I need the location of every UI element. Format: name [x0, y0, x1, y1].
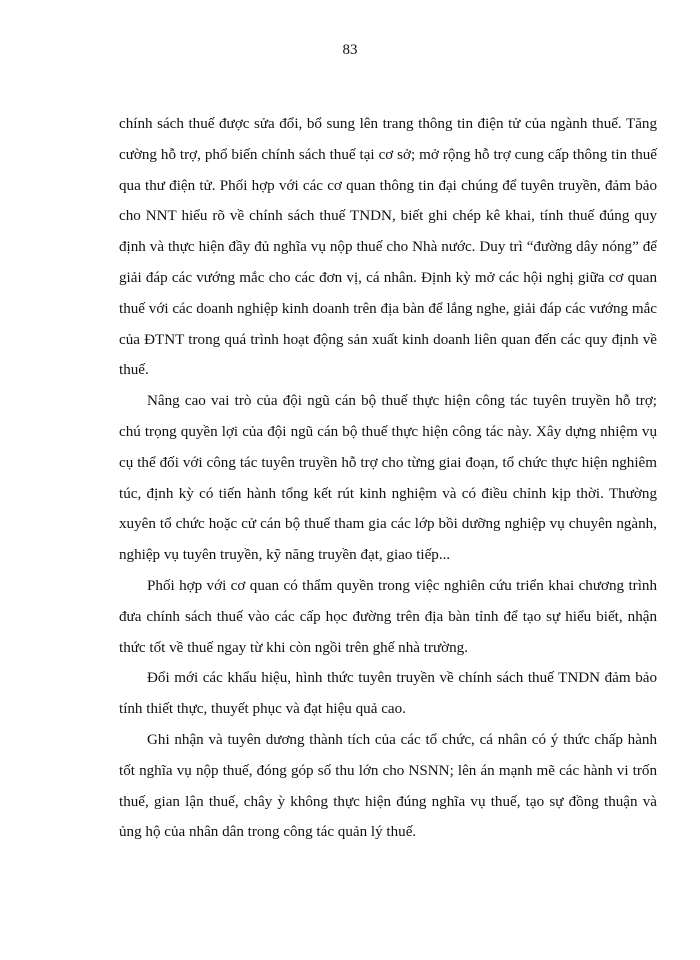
body-text: [119, 109, 657, 848]
page-number: 83: [342, 42, 358, 58]
paragraph-1: chính sách thuế được sửa đổi, bổ sung lên trang thông tin điện tử của ngành thuế. Tăng cường hỗ trợ, phổ biến chính sách thuế tại cơ sở; mở rộng hỗ trợ cung cấp thông tin thuế qua thư điện tử. Phối hợp với các cơ quan thông tin đại chúng để tuyên truyền, đảm bảo cho NNT hiểu rõ về chính sách thuế TNDN, biết ghi chép kê khai, tính thuế đúng quy định và thực hiện đầy đủ nghĩa vụ nộp thuế cho Nhà nước. Duy trì “đường dây nóng” để giải đáp các vướng mắc cho các đơn vị, cá nhân. Định kỳ mở các hội nghị giữa cơ quan thuế với các doanh nghiệp kinh doanh trên địa bàn để lắng nghe, giải đáp các vướng mắc của ĐTNT trong quá trình hoạt động sản xuất kinh doanh liên quan đến các quy định về thuế.: [119, 116, 657, 379]
paragraph-4: Đổi mới các khẩu hiệu, hình thức tuyên truyền về chính sách thuế TNDN đảm bảo tính thiết thực, thuyết phục và đạt hiệu quả cao.: [119, 670, 657, 718]
paragraph-5: Ghi nhận và tuyên dương thành tích của các tổ chức, cá nhân có ý thức chấp hành tốt nghĩa vụ nộp thuế, đóng góp số thu lớn cho NSNN; lên án mạnh mẽ các hành vi trốn thuế, gian lận thuế, chây ỳ không thực hiện đúng nghĩa vụ thuế, tạo sự đồng thuận và ủng hộ của nhân dân trong công tác quản lý thuế.: [119, 731, 657, 841]
paragraph-3: Phối hợp với cơ quan có thẩm quyền trong việc nghiên cứu triển khai chương trình đưa chính sách thuế vào các cấp học đường trên địa bàn tỉnh để tạo sự hiểu biết, nhận thức tốt về thuế ngay từ khi còn ngồi trên ghế nhà trường.: [119, 577, 657, 656]
paragraph-2: Nâng cao vai trò của đội ngũ cán bộ thuế thực hiện công tác tuyên truyền hỗ trợ; chú trọng quyền lợi của đội ngũ cán bộ thuế thực hiện công tác này. Xây dựng nhiệm vụ cụ thể đối với công tác tuyên truyền hỗ trợ cho từng giai đoạn, tổ chức thực hiện nghiêm túc, định kỳ có tiến hành tổng kết rút kinh nghiệm và có điều chỉnh kịp thời. Thường xuyên tổ chức hoặc cử cán bộ thuế tham gia các lớp bồi dưỡng nghiệp vụ chuyên ngành, nghiệp vụ tuyên truyền, kỹ năng truyền đạt, giao tiếp...: [119, 393, 657, 564]
